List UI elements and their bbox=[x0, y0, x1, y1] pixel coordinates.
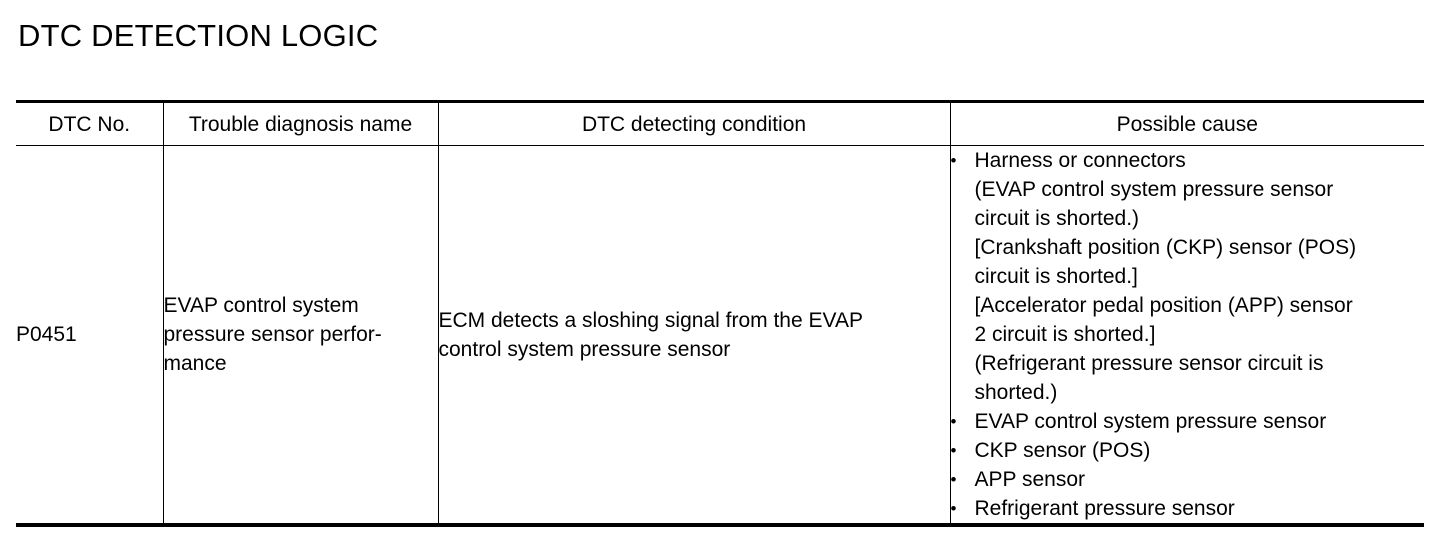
header-row bbox=[16, 102, 1424, 146]
cause-label: • Refrigerant pressure sensor bbox=[974, 497, 1235, 520]
cause-detail-line: [Crankshaft position (CKP) sensor (POS) bbox=[974, 236, 1357, 259]
cause-detail-line: circuit is shorted.] bbox=[974, 265, 1138, 288]
cause-details bbox=[975, 175, 1425, 407]
table-header bbox=[16, 102, 1424, 146]
table-row bbox=[16, 146, 1424, 526]
header-possible-cause: Possible cause bbox=[950, 102, 1424, 146]
cause-label: • Harness or connectors bbox=[974, 149, 1186, 172]
dtc-number: P0451 bbox=[16, 323, 77, 346]
cause-item bbox=[951, 465, 1425, 494]
cause-item bbox=[951, 494, 1425, 523]
possible-cause-list bbox=[951, 146, 1425, 523]
page-title: DTC DETECTION LOGIC bbox=[18, 18, 379, 53]
dtc-table bbox=[16, 100, 1424, 527]
cause-item bbox=[951, 407, 1425, 436]
cause-item bbox=[951, 146, 1425, 407]
cause-detail-line: shorted.) bbox=[974, 381, 1058, 404]
cause-label: • CKP sensor (POS) bbox=[974, 439, 1151, 462]
cause-detail-line: circuit is shorted.) bbox=[974, 207, 1140, 230]
header-dtc-no: DTC No. bbox=[16, 102, 163, 146]
diagnosis-name-cell bbox=[163, 146, 438, 526]
cause-label: • APP sensor bbox=[974, 468, 1086, 491]
cause-detail-line: [Accelerator pedal position (APP) sensor bbox=[974, 294, 1353, 317]
cause-detail-line: 2 circuit is shorted.] bbox=[974, 323, 1156, 346]
diagnosis-name-line: mance bbox=[163, 352, 227, 375]
diagnosis-name-line: pressure sensor perfor- bbox=[163, 323, 382, 346]
detecting-condition-cell bbox=[438, 146, 950, 526]
cause-detail-line: (Refrigerant pressure sensor circuit is bbox=[974, 352, 1324, 375]
condition-line: ECM detects a sloshing signal from the EVAP bbox=[438, 308, 863, 332]
header-diagnosis-name: Trouble diagnosis name bbox=[163, 102, 438, 146]
diagnosis-name-line: EVAP control system bbox=[163, 294, 359, 317]
condition-line: control system pressure sensor bbox=[438, 337, 731, 361]
cause-detail-line: (EVAP control system pressure sensor bbox=[974, 178, 1334, 201]
dtc-number-cell bbox=[16, 146, 163, 526]
possible-cause-cell bbox=[950, 146, 1424, 526]
cause-label: • EVAP control system pressure sensor bbox=[974, 410, 1327, 433]
header-detecting-condition: DTC detecting condition bbox=[438, 102, 950, 146]
cause-item bbox=[951, 436, 1425, 465]
